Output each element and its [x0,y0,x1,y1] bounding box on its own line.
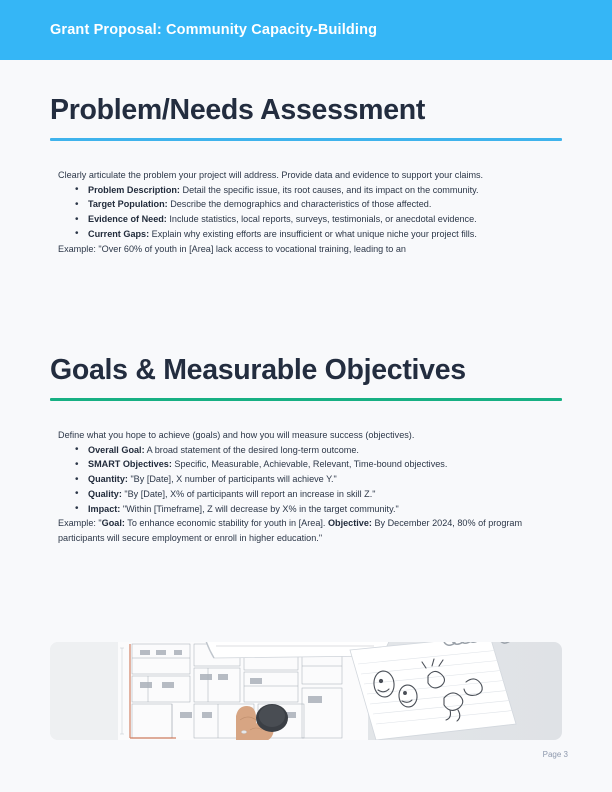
example-intro: Example: " [58,518,102,529]
bullet-term: Impact: [88,503,121,514]
bullet-list [58,443,560,517]
bullet-text: Specific, Measurable, Achievable, Relevant, Time-bound objectives. [174,459,448,470]
example-objective-text: By December 2024, 80% of program participants will secure employment or enroll in higher education." [58,518,523,543]
bullet-term: Current Gaps: [88,228,150,239]
section-heading: Goals & Measurable Objectives [50,354,466,386]
bullet-term: Target Population: [88,199,168,210]
section-goals-measurable-objectives [0,355,612,546]
bullet-text: Describe the demographics and characteristics of those affected. [170,199,432,210]
bullet-term: Quantity: [88,474,128,485]
section-rule [50,138,562,141]
section-problem-needs-assessment [0,95,612,256]
list-item [58,212,560,227]
bullet-text: Include statistics, local reports, surveys, testimonials, or anecdotal evidence. [169,214,477,225]
example-goal-label: Goal: [101,518,125,529]
bullet-term: Overall Goal: [88,444,145,455]
bullet-term: SMART Objectives: [88,459,172,470]
page-number-label: Page 3 [542,750,568,759]
bullet-text: A broad statement of the desired long-term outcome. [146,444,359,455]
bullet-text: "By [Date], X number of participants will achieve Y." [130,474,337,485]
example-paragraph [58,516,560,545]
list-item [58,443,560,458]
bullet-term: Problem Description: [88,184,180,195]
bullet-term: Quality: [88,488,122,499]
list-item [58,227,560,242]
bullet-text: Explain why existing efforts are insufficient or what unique niche your project fills. [151,228,477,239]
list-item [58,197,560,212]
section-heading: Problem/Needs Assessment [50,94,426,126]
section-content [50,428,562,546]
page-number-footer [0,750,612,759]
list-item [58,457,560,472]
list-item [58,472,560,487]
bullet-text: "Within [Timeframe], Z will decrease by X% in the target community." [122,503,399,514]
lead-paragraph: Clearly articulate the problem your project will address. Provide data and evidence to support your claims. [58,169,484,180]
bullet-text: "By [Date], X% of participants will report an increase in skill Z." [124,488,376,499]
list-item [58,487,560,502]
list-item [58,183,560,198]
section-content [50,168,562,256]
section-rule [50,398,562,401]
document-header-banner [0,0,612,60]
example-goal-text: To enhance economic stability for youth in [Area]. [124,518,328,529]
blueprint-photo-illustration [50,642,562,740]
example-paragraph: Example: "Over 60% of youth in [Area] lack access to vocational training, leading to an [58,243,406,254]
blueprint-photo [50,642,562,740]
example-objective-label: Objective: [327,518,372,529]
bullet-list [58,183,560,242]
bullet-text: Detail the specific issue, its root causes, and its impact on the community. [182,184,479,195]
list-item [58,502,560,517]
lead-paragraph: Define what you hope to achieve (goals) and how you will measure success (objectives). [58,429,415,440]
page-body [0,60,612,792]
document-title: Grant Proposal: Community Capacity-Building [50,22,378,38]
bullet-term: Evidence of Need: [88,214,167,225]
